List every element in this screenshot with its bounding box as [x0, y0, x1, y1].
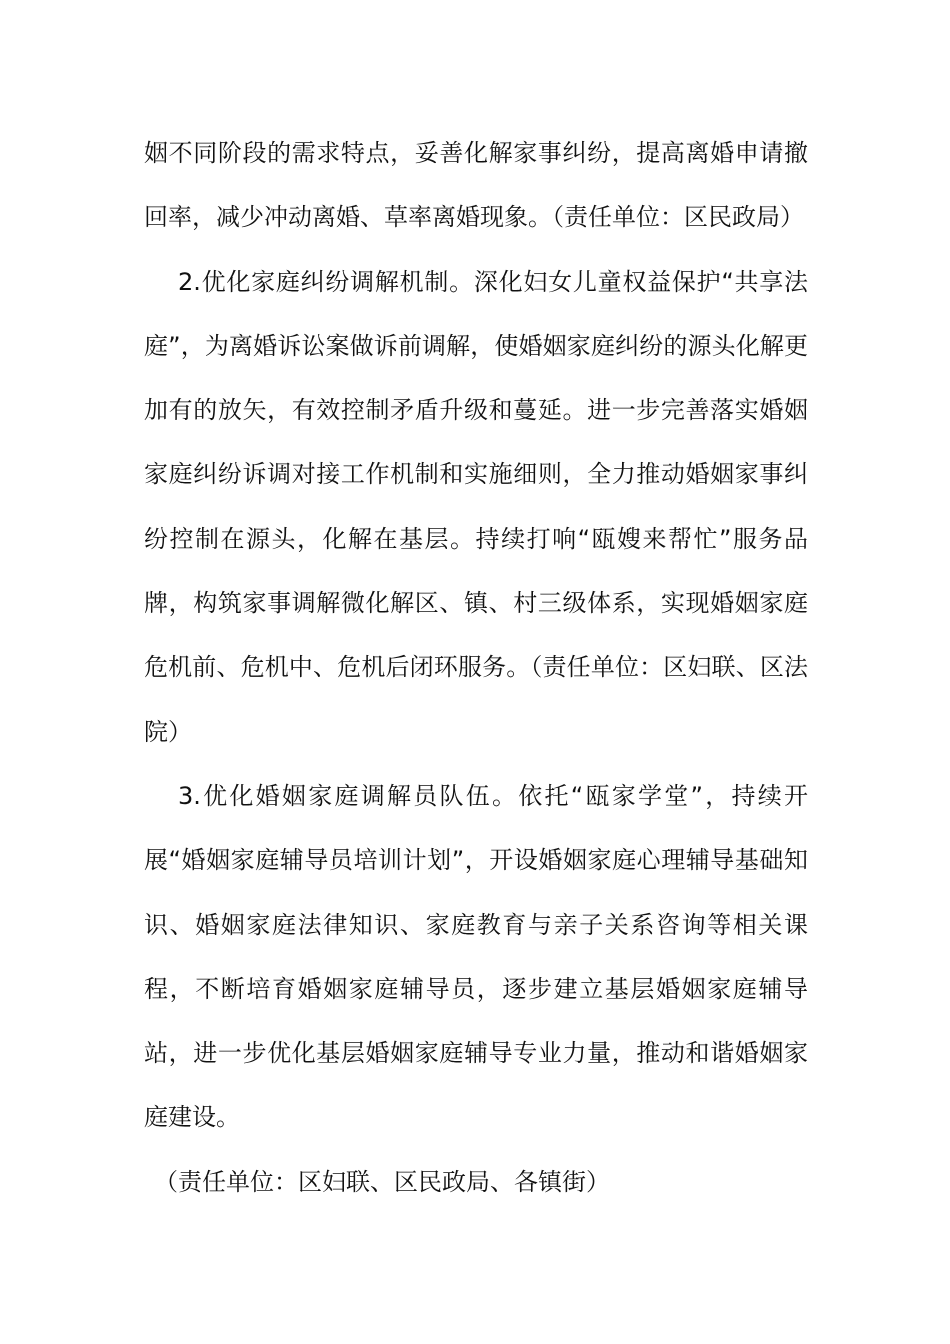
- paragraph-item-3: 3.优化婚姻家庭调解员队伍。依托“瓯家学堂”，持续开展“婚姻家庭辅导员培训计划”，开设婚姻家庭心理辅导基础知识、婚姻家庭法律知识、家庭教育与亲子关系咨询等相关课程，不断培育婚姻家庭辅导员，逐步建立基层婚姻家庭辅导站，进一步优化基层婚姻家庭辅导专业力量，推动和谐婚姻家庭建设。: [144, 781, 808, 1132]
- document-body: [144, 121, 808, 1214]
- paragraph-item-2: 2.优化家庭纠纷调解机制。深化妇女儿童权益保护“共享法庭”，为离婚诉讼案做诉前调解，使婚姻家庭纠纷的源头化解更加有的放矢，有效控制矛盾升级和蔓延。进一步完善落实婚姻家庭纠纷诉调对接工作机制和实施细则，全力推动婚姻家事纠纷控制在源头，化解在基层。持续打响“瓯嫂来帮忙”服务品牌，构筑家事调解微化解区、镇、村三级体系，实现婚姻家庭危机前、危机中、危机后闭环服务。（责任单位：区妇联、区法院）: [144, 267, 808, 746]
- paragraph-responsible-units: （责任单位：区妇联、区民政局、各镇街）: [154, 1167, 610, 1196]
- paragraph-continued: 姻不同阶段的需求特点，妥善化解家事纠纷，提高离婚申请撤回率，减少冲动离婚、草率离婚现象。（责任单位：区民政局）: [144, 139, 808, 232]
